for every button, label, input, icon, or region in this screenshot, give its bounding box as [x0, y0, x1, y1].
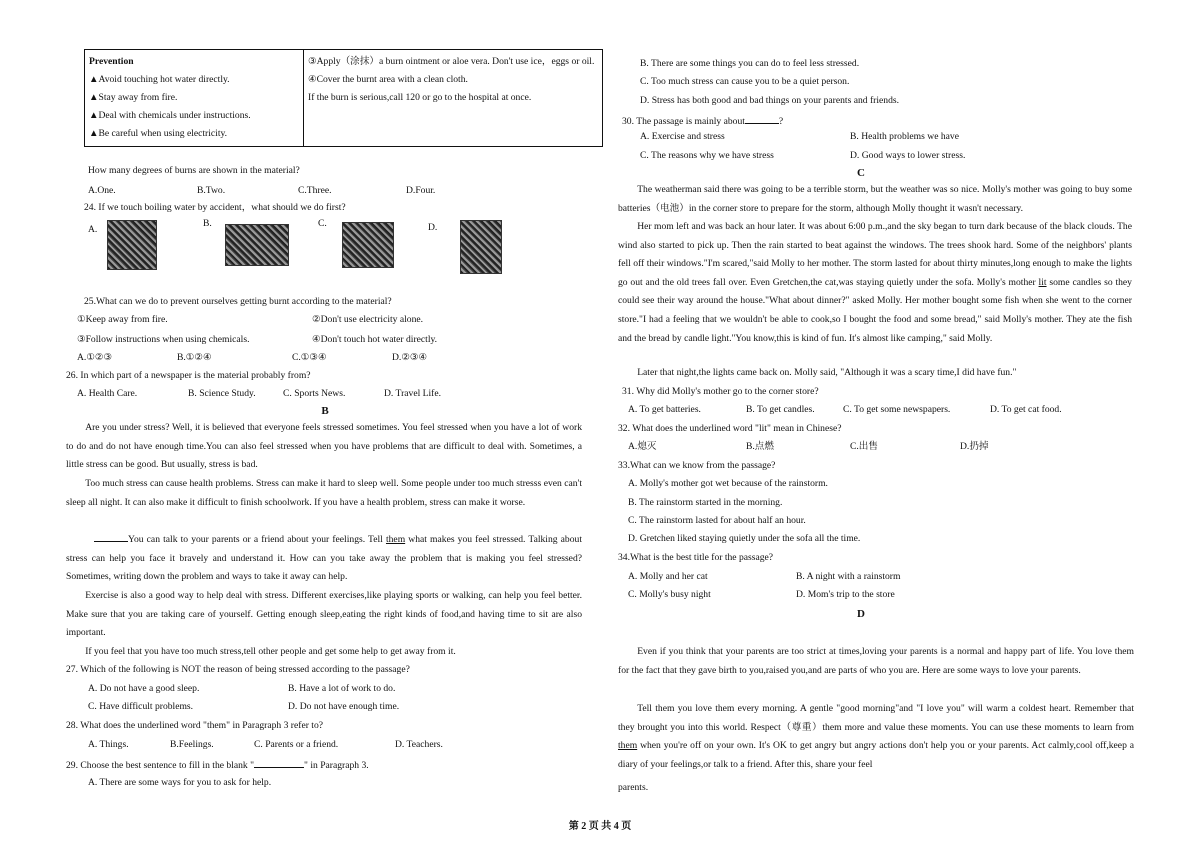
- q25-item-2: ②Don't use electricity alone.: [312, 314, 424, 325]
- q26-option-a: A. Health Care.: [77, 388, 138, 399]
- q25-option-c: C.①③④: [292, 352, 327, 363]
- section-c-heading: C: [857, 167, 865, 179]
- q30-stem: 30. The passage is mainly about ?: [622, 116, 784, 127]
- q31-stem: 31. Why did Molly's mother go to the corner store?: [622, 386, 819, 397]
- q26-option-c: C. Sports News.: [283, 388, 346, 399]
- q34-option-c: C. Molly's busy night: [628, 589, 711, 600]
- passage-d-p2-a: Tell them you love them every morning. A gentle "good morning"and "I love you" will warm a coldest heart. Remember that they brought you into this world. Respect（尊重）them more and value these moments. You can use these moments to learn from: [618, 703, 1134, 733]
- q25-option-b: B.①②④: [177, 352, 212, 363]
- q29-option-b: B. There are some things you can do to feel less stressed.: [640, 58, 860, 69]
- burn-photo-a: [107, 220, 157, 270]
- q33-option-c: C. The rainstorm lasted for about half an hour.: [628, 515, 806, 526]
- q30-option-a: A. Exercise and stress: [640, 131, 725, 142]
- q24-stem: 24. If we touch boiling water by accident，what should we do first?: [84, 202, 346, 213]
- q28-option-c: C. Parents or a friend.: [254, 739, 339, 750]
- passage-c-p2-a: Her mom left and was back an hour later. It was about 6:00 p.m.,and the sky began to turn dark because of the black clouds. The wind also started to pick up. Then the rain started to beat against the windows. The trees shook hard. Some of the neighbors' plants fell off their windows."I'm scared,"said Molly to her mother. The storm lasted for about thirty minutes,long enough to make the lights go out and the old trees fall over. Even Gretchen,the cat,was staying quietly under the sofa. Molly's mother: [618, 221, 1132, 288]
- q28-option-d: D. Teachers.: [395, 739, 443, 750]
- section-b-heading: B: [321, 405, 329, 417]
- q33-option-a: A. Molly's mother got wet because of the rainstorm.: [628, 478, 828, 489]
- q33-option-d: D. Gretchen liked staying quietly under the sofa all the time.: [628, 533, 861, 544]
- q32-option-b: B.点燃: [746, 441, 774, 452]
- prevention-item: ▲Deal with chemicals under instructions.: [89, 110, 251, 121]
- q32-option-c: C.出售: [850, 441, 878, 452]
- q25-item-1: ①Keep away from fire.: [77, 314, 168, 325]
- q29-option-c: C. Too much stress can cause you to be a quiet person.: [640, 76, 850, 87]
- q27-option-d: D. Do not have enough time.: [288, 701, 400, 712]
- q32-option-d: D.扔掉: [960, 441, 989, 452]
- treatment-item: ③Apply（涂抹）a burn ointment or aloe vera. Don't use ice，eggs or oil.: [308, 56, 595, 67]
- prevention-item: ▲Be careful when using electricity.: [89, 128, 228, 139]
- q24-option-b: B.: [203, 218, 212, 229]
- passage-b-underlined-them: them: [385, 534, 406, 545]
- page-footer: 第 2 页 共 4 页: [568, 821, 632, 832]
- burn-info-table: [84, 49, 603, 147]
- q33-option-b: B. The rainstorm started in the morning.: [628, 497, 783, 508]
- prevention-item: ▲Avoid touching hot water directly.: [89, 74, 230, 85]
- passage-b-p4: Exercise is also a good way to help deal with stress. Different exercises,like playing sports or walking, can help you feel better. Make sure that you are taking care of yourself. Getting enough sleep,eating the right kinds of food,and having time to sit are also important.: [66, 590, 582, 639]
- passage-b-p3: [66, 531, 582, 587]
- q34-option-a: A. Molly and her cat: [628, 571, 708, 582]
- q26-stem: 26. In which part of a newspaper is the material probably from?: [66, 370, 311, 381]
- q28-option-b: B.Feelings.: [170, 739, 214, 750]
- q25-item-4: ④Don't touch hot water directly.: [312, 334, 438, 345]
- passage-b-blank: [94, 532, 128, 542]
- q26-option-b: B. Science Study.: [188, 388, 256, 399]
- q29-option-d: D. Stress has both good and bad things on your parents and friends.: [640, 95, 899, 106]
- q23-option-b: B.Two.: [197, 185, 226, 196]
- q31-option-b: B. To get candles.: [746, 404, 815, 415]
- q33-stem: 33.What can we know from the passage?: [618, 460, 776, 471]
- q23-option-c: C.Three.: [298, 185, 332, 196]
- q31-option-d: D. To get cat food.: [990, 404, 1062, 415]
- q27-option-c: C. Have difficult problems.: [88, 701, 194, 712]
- q32-option-a: A.熄灭: [628, 441, 657, 452]
- section-d-heading: D: [857, 608, 865, 620]
- passage-c-p2: [618, 218, 1132, 348]
- q31-option-c: C. To get some newspapers.: [843, 404, 951, 415]
- treatment-cell: [304, 50, 603, 147]
- q29-blank: [254, 758, 304, 768]
- q30-option-c: C. The reasons why we have stress: [640, 150, 774, 161]
- q24-option-c: C.: [318, 218, 327, 229]
- burn-photo-c: [342, 222, 394, 268]
- treatment-item: If the burn is serious,call 120 or go to the hospital at once.: [308, 92, 532, 103]
- q29-stem: [66, 758, 369, 772]
- burn-photo-d: [460, 220, 502, 274]
- q27-option-a: A. Do not have a good sleep.: [88, 683, 200, 694]
- q34-option-d: D. Mom's trip to the store: [796, 589, 895, 600]
- passage-d-underlined-them: them: [618, 740, 638, 752]
- prevention-item: ▲Stay away from fire.: [89, 92, 178, 103]
- q30-blank: [745, 114, 779, 124]
- q27-stem: 27. Which of the following is NOT the reason of being stressed according to the passage?: [66, 664, 410, 675]
- q30-option-d: D. Good ways to lower stress.: [850, 150, 966, 161]
- passage-b-p2: Too much stress can cause health problems. Stress can make it hard to sleep well. Some people under too much stresss even can't sleep all night. It can also make it difficult to finish schoolwork. If you have a health problem, stress can make it worse.: [66, 478, 582, 508]
- q29-option-a: A. There are some ways for you to ask for help.: [88, 777, 272, 788]
- passage-c-underlined-lit: lit: [1038, 276, 1047, 288]
- q24-option-d: D.: [428, 222, 438, 233]
- passage-b-p1: Are you under stress? Well, it is believed that everyone feels stressed sometimes. You feel stressed when you have a lot of work to do and do not have enough time.You can also feel stressed when you have problems that are difficult to deal with. Sometimes, a little stress can be good. But usually, stress is bad.: [66, 422, 582, 471]
- q28-option-a: A. Things.: [88, 739, 129, 750]
- passage-b-p3-a: You can talk to your parents or a friend about your feelings. Tell: [128, 534, 383, 545]
- passage-c-p2-b: some candles so they could see their way around the house."What about dinner?" asked Molly. Her mother bought some fish when she went to the corner store."I had a feeling that we wouldn't be able to cook,so I bought the food and some bread," said Molly's mother. They ate the fish and the bread by candle light."You know,this is kind of fun. It's almost like camping," said Molly.: [618, 276, 1132, 344]
- q31-option-a: A. To get batteries.: [628, 404, 701, 415]
- q24-option-a: A.: [88, 224, 98, 235]
- q23-stem: How many degrees of burns are shown in the material?: [88, 165, 300, 176]
- prevention-title: Prevention: [89, 56, 134, 67]
- passage-b-p5: If you feel that you have too much stress,tell other people and get some help to get away from it.: [85, 646, 456, 657]
- q23-option-a: A.One.: [88, 185, 116, 196]
- q34-stem: 34.What is the best title for the passage?: [618, 552, 774, 563]
- treatment-item: ④Cover the burnt area with a clean cloth.: [308, 74, 468, 85]
- q32-stem: 32. What does the underlined word "lit" mean in Chinese?: [618, 423, 842, 434]
- q25-option-d: D.②③④: [392, 352, 428, 363]
- q29-stem-a: 29. Choose the best sentence to fill in the blank ": [66, 760, 255, 771]
- q30-stem-text: 30. The passage is mainly about: [622, 116, 745, 127]
- passage-c-p1: The weatherman said there was going to be a terrible storm, but the weather was so nice. Molly's mother was going to buy some batteries（电池）in the corner store to prepare for the storm, although Molly thought it wasn't necessary.: [618, 184, 1132, 214]
- q26-option-d: D. Travel Life.: [384, 388, 442, 399]
- q25-stem: 25.What can we do to prevent ourselves getting burnt according to the material?: [84, 296, 392, 307]
- q23-option-d: D.Four.: [406, 185, 436, 196]
- q30-option-b: B. Health problems we have: [850, 131, 959, 142]
- passage-d-p2: [618, 700, 1134, 774]
- q25-option-a: A.①②③: [77, 352, 113, 363]
- passage-c-p3: Later that night,the lights came back on. Molly said, "Although it was a scary time,I did have fun.": [637, 367, 1017, 378]
- q27-option-b: B. Have a lot of work to do.: [288, 683, 396, 694]
- burn-photo-b: [225, 224, 289, 266]
- passage-d-p2-end: parents.: [618, 782, 649, 793]
- passage-d-p1: Even if you think that your parents are too strict at times,loving your parents is a normal and happy part of life. You love them for the fact that they gave birth to you,raised you,and are parts of who you are. Here are some ways to love your parents.: [618, 646, 1134, 676]
- passage-d-p2-b: when you're off on your own. It's OK to get angry but angry actions don't help you or your parents. Act calmly,cool off,keep a diary of your feelings,or talk to a friend. After this, share your feel: [618, 740, 1134, 770]
- q28-stem: 28. What does the underlined word "them" in Paragraph 3 refer to?: [66, 720, 324, 731]
- q29-stem-b: " in Paragraph 3.: [304, 760, 369, 771]
- q34-option-b: B. A night with a rainstorm: [796, 571, 901, 582]
- q25-item-3: ③Follow instructions when using chemicals.: [77, 334, 250, 345]
- prevention-cell: [85, 50, 304, 147]
- passage-b-p3-b: what makes you feel stressed. Talking about stress can help you face it bravely and understand it. How can you take away the problem that is making you feel stressed? Sometimes, writing down the problem and ways to take it away can help.: [66, 534, 582, 583]
